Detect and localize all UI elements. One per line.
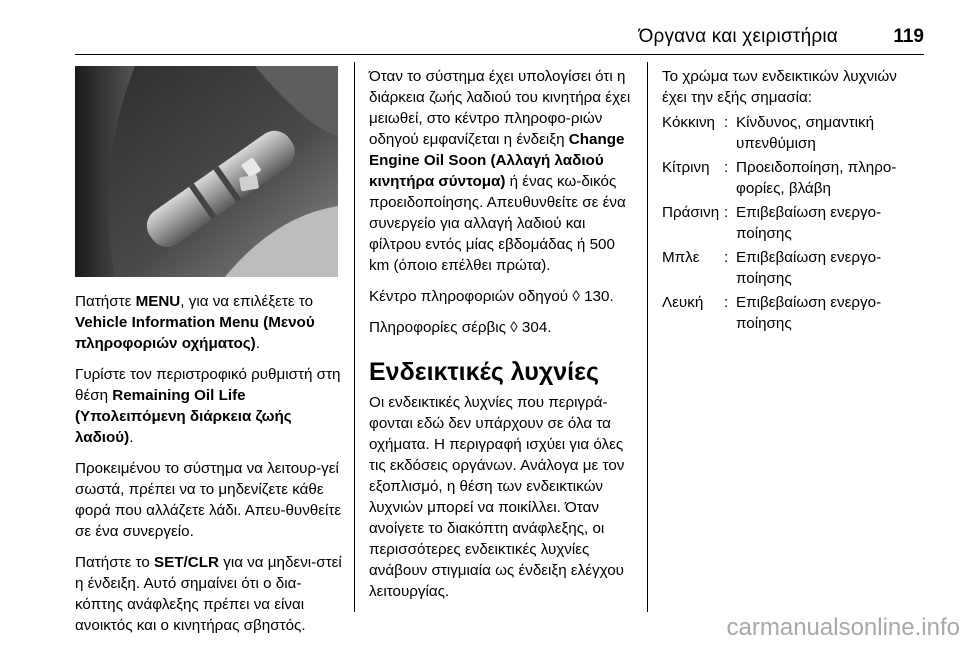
page-number: 119: [893, 26, 924, 47]
legend-color-name: Πράσινη: [662, 204, 720, 221]
remaining-oil-life-label: Remaining Oil Life (Υπολειπόμενη διάρκεια ζωής λαδιού): [75, 387, 292, 446]
text: , για να επιλέξετε το: [180, 293, 314, 310]
legend-row: [662, 112, 924, 157]
legend-meaning: Προειδοποίηση, πληρο‐φορίες, βλάβη: [736, 159, 897, 197]
legend-separator: :: [724, 159, 729, 176]
set-clr-button-label: SET/CLR: [154, 554, 219, 571]
legend-color-name: Κόκκινη: [662, 114, 715, 131]
column-divider-1: [354, 62, 355, 612]
paragraph-set-clr: [75, 552, 345, 636]
legend-color-name: Λευκή: [662, 294, 704, 311]
legend-row: [662, 157, 924, 202]
column-2: [369, 66, 635, 612]
legend-color-name: Μπλε: [662, 249, 700, 266]
text: Πατήστε το: [75, 554, 155, 571]
section-heading: Ενδεικτικές λυχνίες: [369, 358, 599, 386]
text: για να μηδενι‐στεί η ένδειξη. Αυτό σημαίνει ότι ο δια‐κόπτης ανάφλεξης πρέπει να είναι ανοικτός και ο κινητήρας σβηστός.: [75, 554, 342, 634]
page-reference-icon: ◊: [510, 319, 518, 336]
paragraph-color-meaning: Το χρώμα των ενδεικτικών λυχνιών έχει την εξής σημασία:: [662, 68, 897, 106]
cross-reference-service: [369, 317, 635, 338]
steering-stalk-illustration: [75, 66, 338, 277]
text: Όταν το σύστημα έχει υπολογίσει ότι η διάρκεια ζωής λαδιού του κινητήρα έχει μειωθεί, στο κέντρο πληροφο‐ριών οδηγού εμφανίζεται η ένδειξη: [369, 68, 631, 148]
page-header-title: Όργανα και χειριστήρια: [638, 26, 838, 47]
text: Πατήστε: [75, 293, 136, 310]
menu-button-label: MENU: [135, 293, 181, 310]
steering-stalk-photo: [75, 66, 338, 277]
paragraph-indicator-lights: Οι ενδεικτικές λυχνίες που περιγρά‐φονται εδώ δεν υπάρχουν σε όλα τα οχήματα. Η περιγραφή ισχύει για όλες τις εκδόσεις οργάνων. Ανάλογα με τον εξοπλισμό, η θέση των ενδεικτικών λυχνιών μπορεί να ποικίλλει. Όταν ανοίγετε το διακόπτη ανάφλεξης, οι περισσότερες ενδεικτικές λυχνίες ανάβουν στιγμιαία ως ένδειξη ελέγχου λειτουργίας.: [369, 394, 625, 600]
text: .: [255, 335, 260, 352]
legend-separator: :: [724, 249, 729, 266]
legend-color-name: Κίτρινη: [662, 159, 710, 176]
page-reference-link[interactable]: 304.: [521, 319, 552, 336]
page-reference-icon: ◊: [572, 288, 580, 305]
column-1: [75, 291, 345, 646]
column-divider-2: [647, 62, 648, 612]
text: ή ένας κω‐δικός προειδοποίησης. Απευθυνθείτε σε ένα συνεργείο για αλλαγή λαδιού και φίλτρου εντός μίας εβδομάδας ή 500 km (όποιο επέλθει πρώτα).: [369, 173, 626, 274]
color-legend-table: [662, 112, 924, 337]
column-3: [662, 66, 924, 337]
legend-meaning: Επιβεβαίωση ενεργο‐ποίησης: [736, 294, 882, 332]
text: Γυρίστε τον περιστροφικό ρυθμιστή στη θέση: [75, 366, 341, 404]
paragraph-reset-note: Προκειμένου το σύστημα να λειτουρ‐γεί σωστά, πρέπει να το μηδενίζετε κάθε φορά που αλλάζετε λάδι. Απευ‐θυνθείτε σε ένα συνεργείο.: [75, 460, 342, 540]
cross-reference-dic: [369, 286, 635, 307]
watermark: carmanualsonline.info: [726, 614, 960, 641]
paragraph-rotary: [75, 364, 345, 448]
paragraph-oil-warning: [369, 66, 635, 276]
legend-meaning: Επιβεβαίωση ενεργο‐ποίησης: [736, 204, 882, 242]
legend-separator: :: [724, 204, 729, 221]
legend-meaning: Κίνδυνος, σημαντική υπενθύμιση: [736, 114, 875, 152]
text: .: [129, 429, 134, 446]
paragraph-menu: [75, 291, 345, 354]
vehicle-info-menu-label: Vehicle Information Menu (Μενού πληροφοριών οχήματος): [75, 314, 315, 352]
legend-meaning: Επιβεβαίωση ενεργο‐ποίησης: [736, 249, 882, 287]
text: Κέντρο πληροφοριών οδηγού: [369, 288, 569, 305]
change-oil-message-label: Change Engine Oil Soon (Αλλαγή λαδιού κινητήρα σύντομα): [369, 131, 625, 190]
legend-row: [662, 247, 924, 292]
legend-separator: :: [724, 114, 729, 131]
legend-row: [662, 202, 924, 247]
legend-separator: :: [724, 294, 729, 311]
page-reference-link[interactable]: 130.: [584, 288, 614, 305]
header-rule: [75, 54, 924, 55]
text: Πληροφορίες σέρβις: [369, 319, 506, 336]
legend-row: [662, 292, 924, 337]
